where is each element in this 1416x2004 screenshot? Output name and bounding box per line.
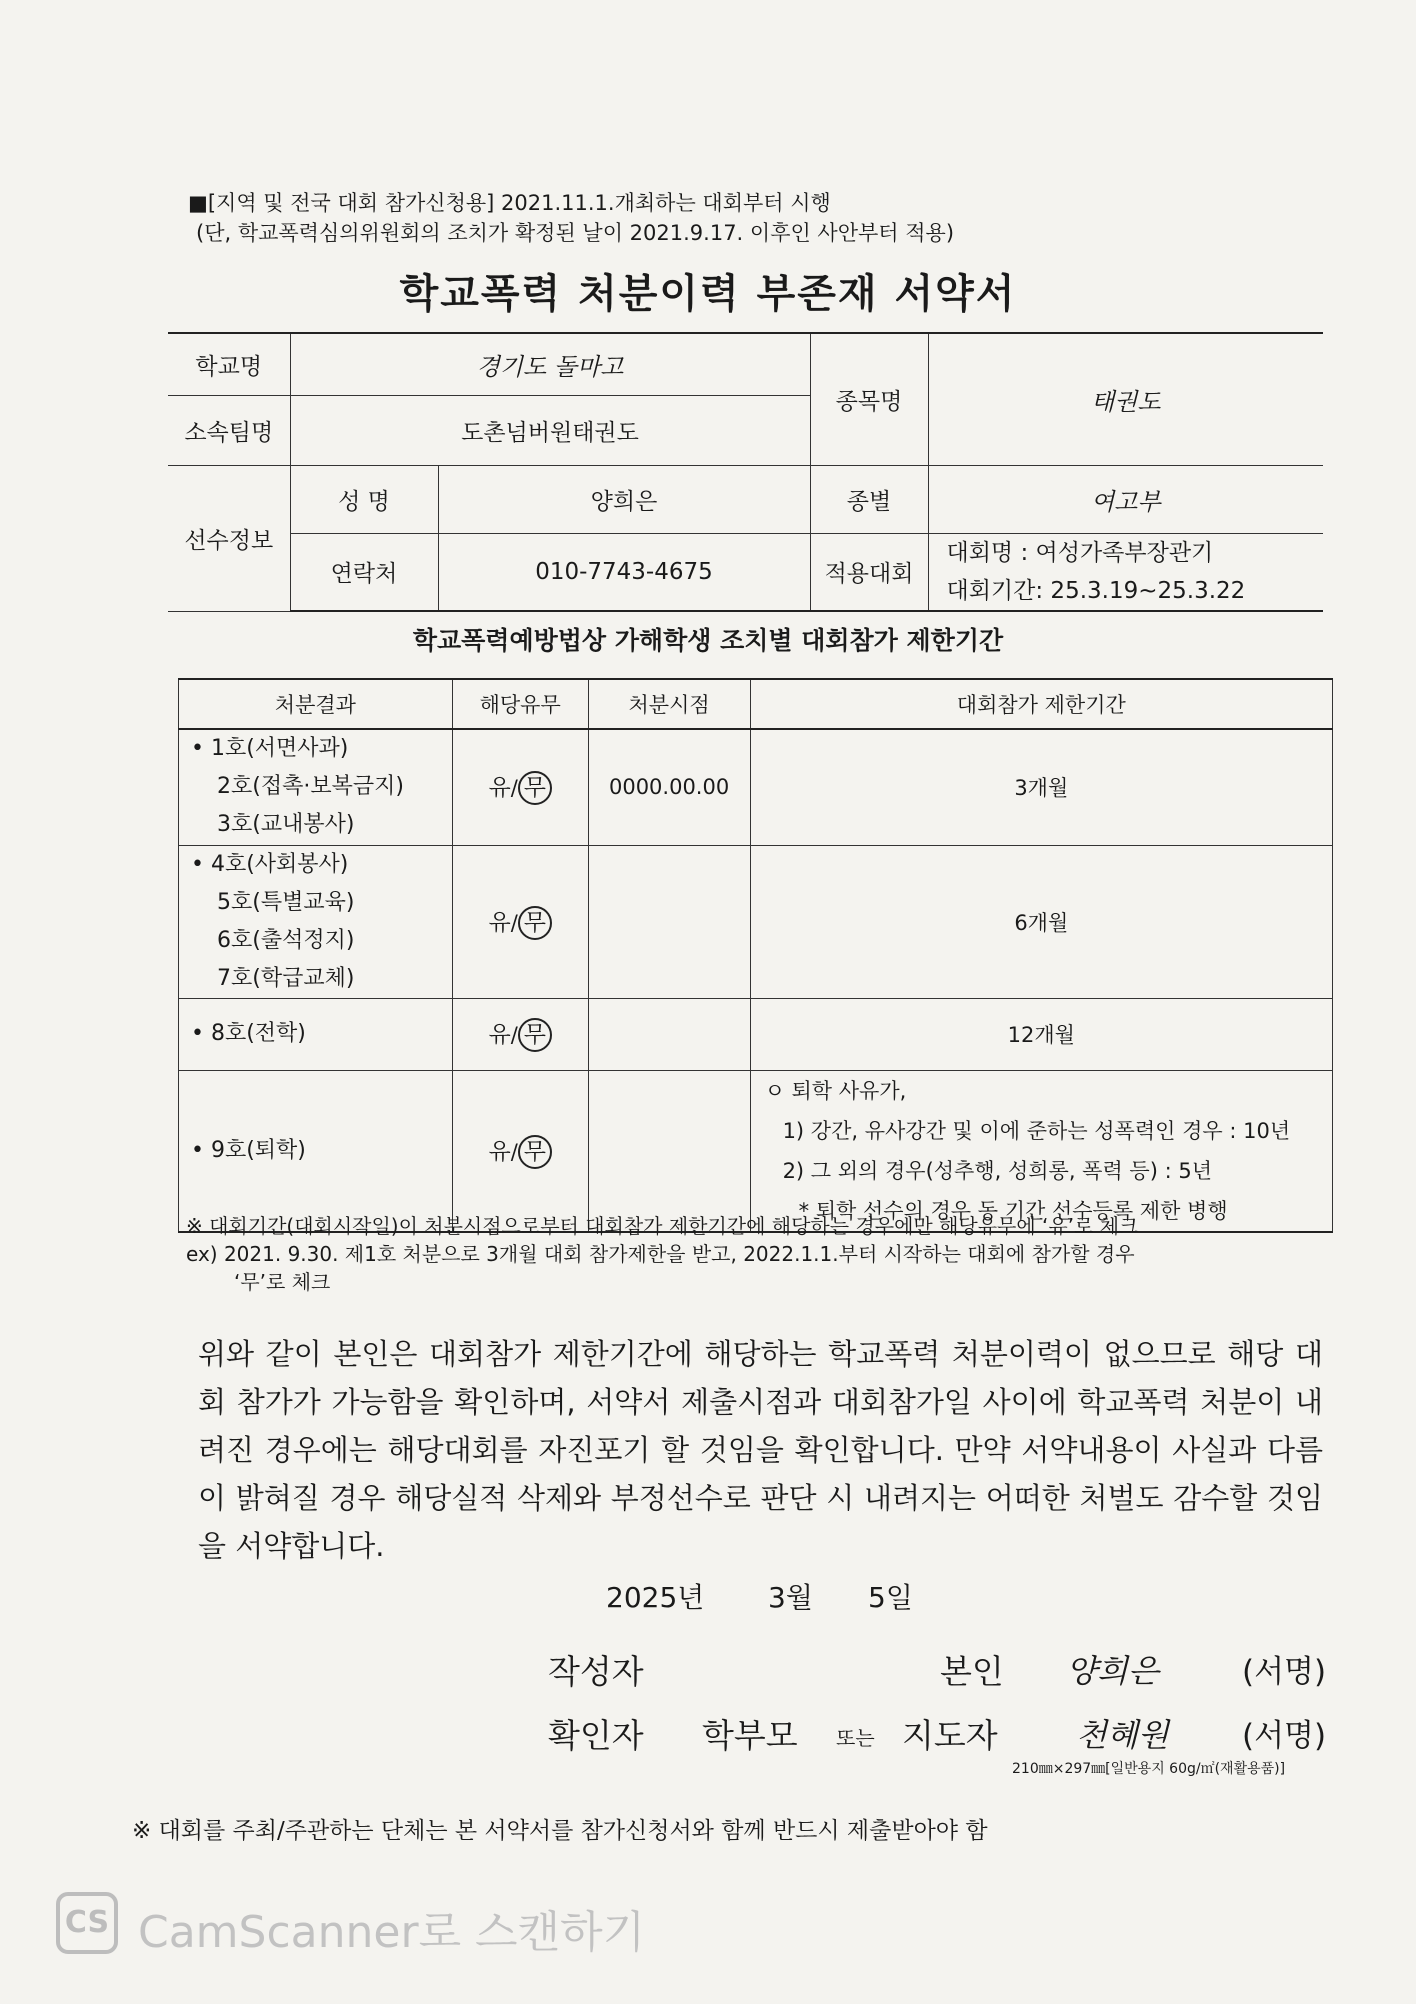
camscanner-logo: CS <box>56 1892 118 1954</box>
or-label: 또는 <box>836 1726 875 1750</box>
restriction-subtitle: 학교폭력예방법상 가해학생 조치별 대회참가 제한기간 <box>412 626 1004 655</box>
no-option-circled: 무 <box>518 771 552 805</box>
table-row <box>179 1070 1333 1232</box>
date-year: 2025년 <box>606 1581 705 1614</box>
applicable-cell: 유/ 무 <box>452 845 588 998</box>
applicable-cell: 유/ 무 <box>452 1070 588 1232</box>
notice-line-2: (단, 학교폭력심의위원회의 조치가 확정된 날이 2021.9.17. 이후인 사안부터 적용) <box>196 221 955 245</box>
applied-value <box>928 533 1323 611</box>
self-label: 본인 <box>940 1652 1004 1691</box>
date-cell: 0000.00.00 <box>588 729 750 845</box>
event-label: 종목명 <box>810 333 928 465</box>
date-day: 5일 <box>868 1581 913 1614</box>
code-item: 2호(접촉·보복금지) <box>217 774 404 800</box>
applicable-cell: 유/ 무 <box>452 998 588 1070</box>
name-label: 성 명 <box>290 465 438 533</box>
code-item: 3호(교내봉사) <box>217 812 355 838</box>
header-date: 처분시점 <box>588 679 750 729</box>
header-period: 대회참가 제한기간 <box>750 679 1332 729</box>
code-item: 7호(학급교체) <box>217 965 355 991</box>
document-title: 학교폭력 처분이력 부존재 서약서 <box>399 271 1017 317</box>
notice-line-1: ■[지역 및 전국 대회 참가신청용] 2021.11.1.개최하는 대회부터 시행 <box>188 191 831 215</box>
applied-period: 대회기간: 25.3.19~25.3.22 <box>946 577 1246 604</box>
notice <box>188 188 954 248</box>
period-cell: 3개월 <box>750 729 1332 845</box>
contact-label: 연락처 <box>290 533 438 611</box>
footnote-line-2: ex) 2021. 9.30. 제1호 처분으로 3개월 대회 참가제한을 받고, 2022.1.1.부터 시작하는 대회에 참가할 경우 <box>186 1242 1135 1266</box>
info-table <box>168 332 1323 612</box>
code-item: 5호(특별교육) <box>217 889 355 915</box>
applied-label: 적용대회 <box>810 533 928 611</box>
period-cell: 6개월 <box>750 845 1332 998</box>
parent-label: 학부모 <box>702 1716 798 1755</box>
confirm-label: 확인자 <box>548 1716 644 1755</box>
date-cell <box>588 998 750 1070</box>
pledge-text: 위와 같이 본인은 대회참가 제한기간에 해당하는 학교폭력 처분이력이 없으므로 해당 대회 참가가 가능함을 확인하며, 서약서 제출시점과 대회참가일 사이에 학교폭력 처분이 내려진 경우에는 해당대회를 자진포기 할 것임을 확인합니다. 만약 서약내용이 사실과 다름이 밝혀질 경우 해당실적 삭제와 부정선수로 판단 시 내려지는 어떠한 처벌도 감수할 것임을 서약합니다. <box>198 1337 1324 1563</box>
code-item: • 8호(전학) <box>191 1021 306 1046</box>
period-line: ㅇ 퇴학 사유가, <box>764 1078 907 1103</box>
date-month: 3월 <box>768 1581 813 1614</box>
sign-label-2: (서명) <box>1242 1718 1327 1754</box>
applicable-cell: 유/ 무 <box>452 729 588 845</box>
footnote-line-3: ‘무’로 체크 <box>234 1270 331 1294</box>
yes-option: 유 <box>488 1138 511 1165</box>
category-label: 종별 <box>810 465 928 533</box>
school-label: 학교명 <box>168 333 290 395</box>
category-value: 여고부 <box>928 465 1323 533</box>
codes-cell <box>179 1070 453 1232</box>
coach-signature: 천혜원 <box>1076 1716 1169 1754</box>
code-item: • 4호(사회봉사) <box>191 851 349 877</box>
period-line: * 퇴학 선수의 경우 동 기간 선수등록 제한 병행 <box>798 1198 1228 1223</box>
period-cell: 12개월 <box>750 998 1332 1070</box>
sign-label-1: (서명) <box>1242 1654 1327 1690</box>
date-cell <box>588 1070 750 1232</box>
table-row <box>179 845 1333 998</box>
name-value: 양희은 <box>438 465 810 533</box>
period-line: 1) 강간, 유사강간 및 이에 준하는 성폭력인 경우 : 10년 <box>782 1118 1291 1143</box>
codes-cell <box>179 998 453 1070</box>
player-info-label: 선수정보 <box>168 465 290 611</box>
date-cell <box>588 845 750 998</box>
period-line: 2) 그 외의 경우(성추행, 성희롱, 폭력 등) : 5년 <box>782 1158 1212 1183</box>
self-signature: 양희은 <box>1066 1652 1159 1690</box>
yes-option: 유 <box>488 1022 511 1048</box>
codes-cell <box>179 729 453 845</box>
no-option-circled: 무 <box>518 1135 552 1169</box>
code-item: 6호(출석정지) <box>217 927 355 953</box>
restriction-table <box>178 678 1333 1233</box>
team-value: 도촌넘버원태권도 <box>290 395 810 465</box>
no-option-circled: 무 <box>518 906 552 940</box>
writer-label: 작성자 <box>548 1652 644 1691</box>
camscanner-watermark: CamScanner로 스캔하기 <box>138 1907 646 1958</box>
paper-spec: 210㎜×297㎜[일반용지 60g/㎡(재활용품)] <box>1012 1761 1286 1777</box>
code-item: • 1호(서면사과) <box>191 736 349 762</box>
period-cell <box>750 1070 1332 1232</box>
footnote-line-1: ※ 대회기간(대회시작일)이 처분시점으로부터 대회참가 제한기간에 해당하는 경우에만 해당유무에 ‘유’로 체크 <box>186 1214 1139 1238</box>
header-applicable: 해당유무 <box>452 679 588 729</box>
applied-name: 대회명 : 여성가족부장관기 <box>946 539 1214 566</box>
yes-option: 유 <box>488 775 511 802</box>
event-value: 태권도 <box>928 333 1323 465</box>
codes-cell <box>179 845 453 998</box>
contact-value: 010-7743-4675 <box>438 533 810 611</box>
coach-label: 지도자 <box>902 1716 998 1755</box>
footnote <box>186 1212 1138 1296</box>
bottom-note: ※ 대회를 주최/주관하는 단체는 본 서약서를 참가신청서와 함께 반드시 제출받아야 함 <box>132 1818 988 1844</box>
yes-option: 유 <box>488 909 511 936</box>
header-result: 처분결과 <box>179 679 453 729</box>
code-item: • 9호(퇴학) <box>191 1137 306 1163</box>
no-option-circled: 무 <box>518 1018 552 1052</box>
team-label: 소속팀명 <box>168 395 290 465</box>
table-row <box>179 729 1333 845</box>
school-value: 경기도 돌마고 <box>290 333 810 395</box>
table-row <box>179 998 1333 1070</box>
